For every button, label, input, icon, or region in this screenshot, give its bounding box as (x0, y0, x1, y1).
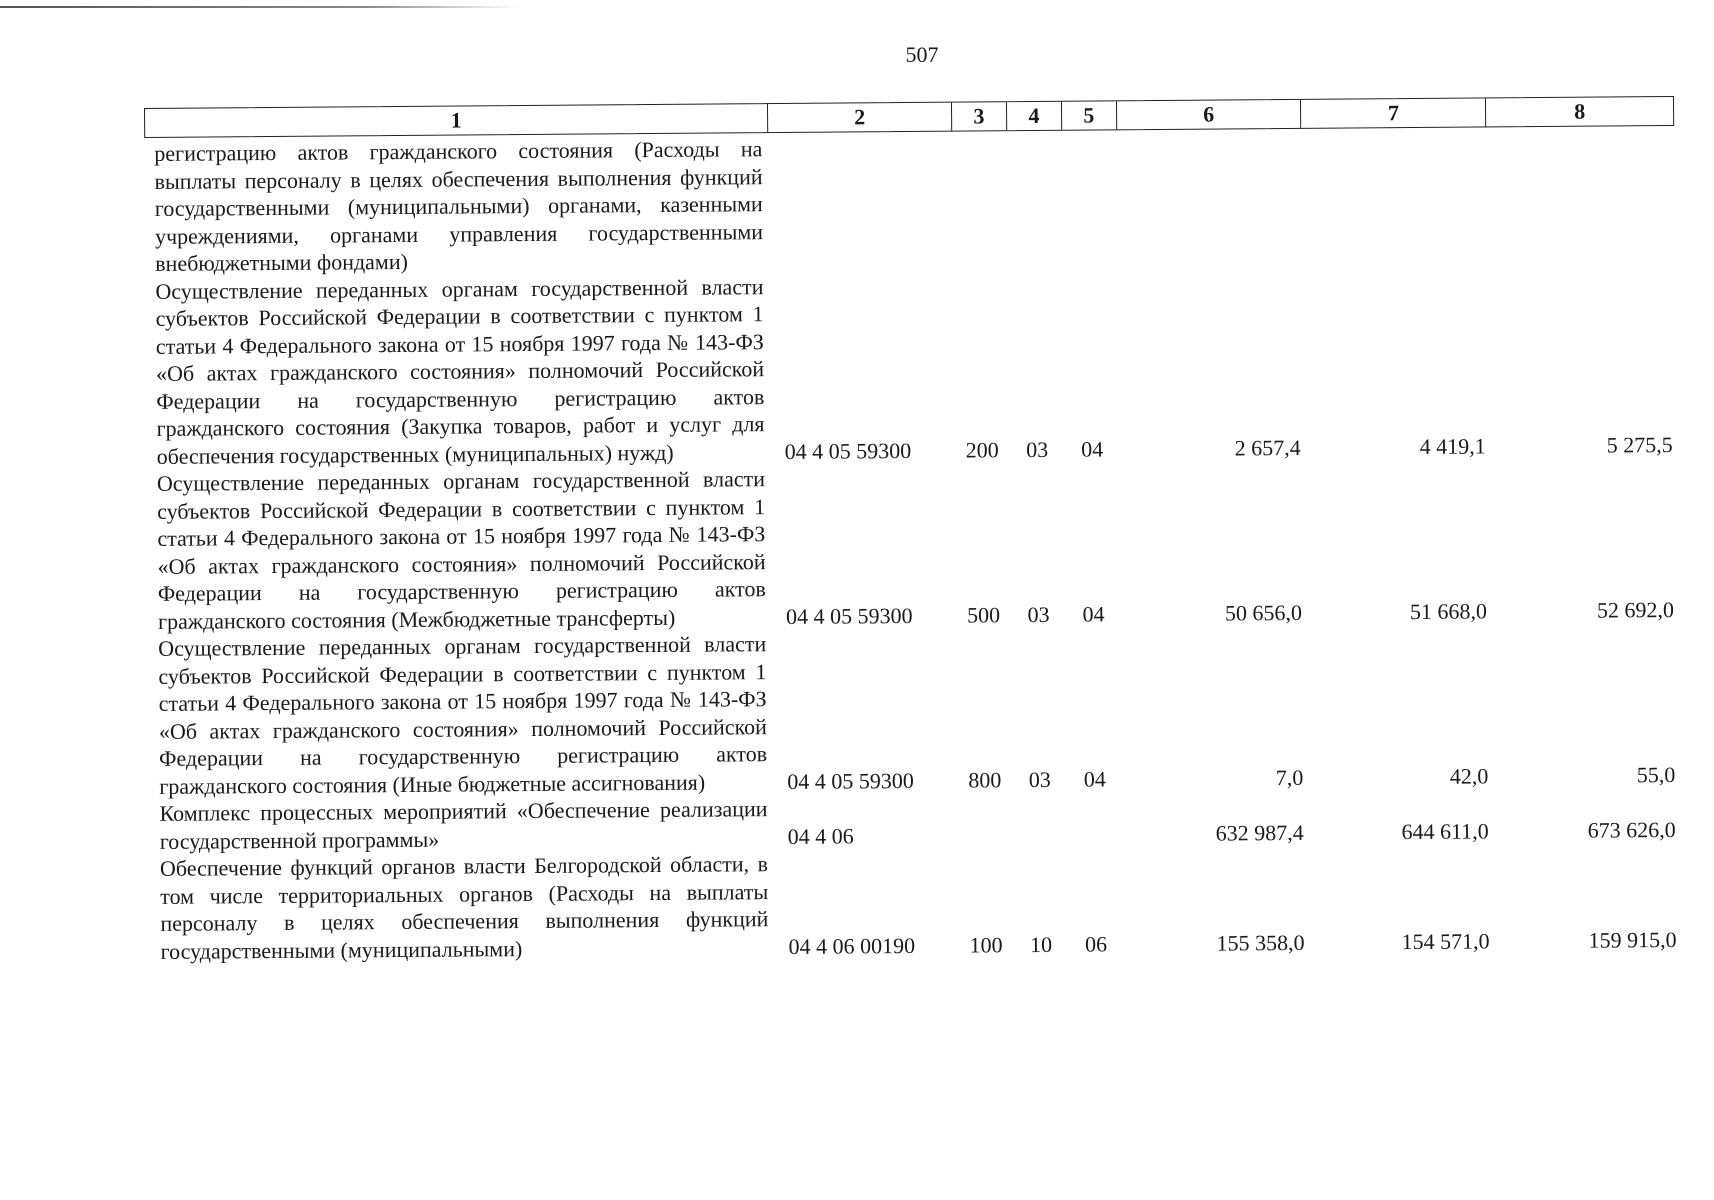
row-amount-7: 42,0 (1449, 762, 1489, 789)
row-col-3: 500 (966, 601, 1001, 628)
header-col-3: 3 (952, 102, 1007, 130)
header-col-6: 6 (1117, 100, 1302, 129)
budget-table (144, 96, 1681, 965)
row-description: Осуществление переданных органам государственной власти субъектов Российской Федерации в соответствии с пунктом 1 статьи 4 Федерального закона от 15 ноября 1997 года № 143-ФЗ «Об актах гражданского состояния» полномочий Российской Федерации на государственную регистрацию актов гражданского состояния (Закупка товаров, работ и услуг для обеспечения государственных (муниципальных) нужд) (155, 273, 765, 469)
row-description: Комплекс процессных мероприятий «Обеспечение реализации государственной программы» (159, 796, 768, 854)
row-col-4: 10 (1029, 931, 1053, 957)
row-code: 04 4 05 59300 (785, 602, 913, 629)
row-col-3: 800 (968, 766, 1002, 793)
row-description: Осуществление переданных органам государственной власти субъектов Российской Федерации в соответствии с пунктом 1 статьи 4 Федерального закона от 15 ноября 1997 года № 143-ФЗ «Об актах гражданского состояния» полномочий Российской Федерации на государственную регистрацию актов гражданского состояния (Иные бюджетные ассигнования) (158, 631, 768, 799)
row-code: 04 4 06 00190 (788, 932, 916, 959)
row-code: 04 4 06 (787, 822, 854, 849)
row-amount-6: 632 987,4 (1215, 819, 1304, 846)
header-col-8: 8 (1574, 98, 1586, 124)
row-code: 04 4 05 59300 (784, 437, 912, 464)
row-amount-7: 644 611,0 (1401, 817, 1489, 844)
header-col-2: 2 (768, 103, 952, 132)
row-amount-7: 4 419,1 (1419, 432, 1486, 459)
row-col-5: 04 (1081, 435, 1104, 462)
row-col-3: 100 (969, 931, 1003, 958)
row-amount-6: 7,0 (1275, 764, 1304, 790)
row-col-4: 03 (1028, 766, 1051, 792)
row-amount-8: 55,0 (1636, 761, 1676, 787)
row-description: регистрацию актов гражданского состояния (Расходы на выплаты персоналу в целях обеспечения выполнения функций государственными (муниципальными) органами, казенными учреждениями, органами управления государственными внебюджетными фондами) (154, 136, 764, 276)
table-body (144, 126, 1680, 965)
table-row (145, 265, 1676, 470)
table-row (147, 458, 1678, 635)
row-col-4: 03 (1027, 601, 1050, 627)
row-amount-6: 50 656,0 (1224, 599, 1303, 626)
row-col-3: 200 (965, 436, 999, 463)
row-col-4: 03 (1026, 436, 1049, 462)
row-amount-7: 51 668,0 (1409, 597, 1488, 624)
row-col-5: 06 (1084, 930, 1108, 957)
row-description: Обеспечение функций органов власти Белгородской области, в том числе территориальных органов (Расходы на выплаты персоналу в целях обеспечения выполнения функций государственными (муниципальными) (159, 851, 769, 964)
row-amount-6: 155 358,0 (1216, 929, 1305, 956)
row-amount-6: 2 657,4 (1234, 434, 1301, 460)
row-amount-7: 154 571,0 (1401, 927, 1490, 954)
row-amount-8: 673 626,0 (1587, 816, 1676, 843)
page-number: 507 (905, 42, 939, 67)
row-description: Осуществление переданных органам государственной власти субъектов Российской Федерации в соответствии с пунктом 1 статьи 4 Федерального закона от 15 ноября 1997 года № 143-ФЗ «Об актах гражданского состояния» полномочий Российской Федерации на государственную регистрацию актов гражданского состояния (Межбюджетные трансферты) (156, 466, 766, 634)
row-col-5: 04 (1082, 600, 1105, 627)
header-col-1: 1 (145, 104, 768, 137)
header-col-7: 7 (1301, 98, 1486, 127)
header-col-5: 5 (1062, 101, 1117, 129)
table-row (148, 623, 1679, 800)
row-amount-8: 52 692,0 (1596, 596, 1675, 623)
row-code: 04 4 05 59300 (787, 767, 914, 794)
table-row (150, 843, 1681, 965)
header-col-4: 4 (1007, 102, 1062, 130)
scan-edge-line (0, 6, 520, 8)
table-row (144, 128, 1675, 278)
row-col-5: 04 (1083, 765, 1106, 792)
row-amount-8: 159 915,0 (1588, 926, 1677, 953)
row-amount-8: 5 275,5 (1606, 431, 1673, 458)
